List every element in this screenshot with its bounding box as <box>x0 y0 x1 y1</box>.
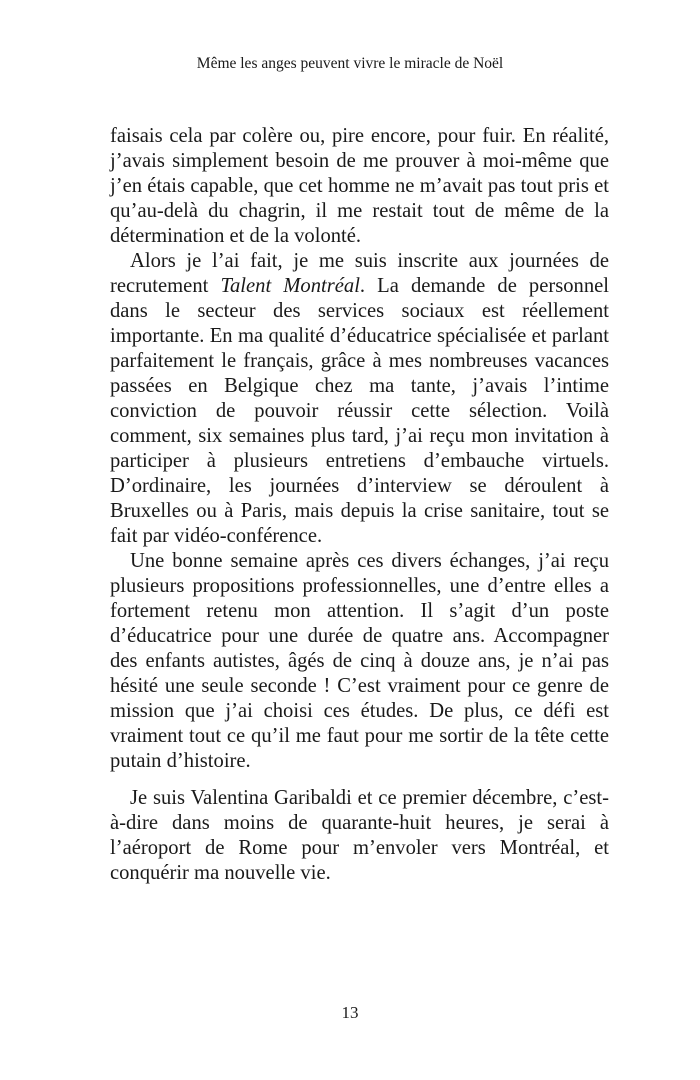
paragraph-recruitment <box>110 249 609 549</box>
paragraph-job-offer: Une bonne semaine après ces divers échanges, j’ai reçu plusieurs propositions professionnelles, une d’entre elles a fortement retenu mon attention. Il s’agit d’un poste d’éducatrice pour une durée de quatre ans. Accompagner des enfants autistes, âgés de cinq à douze ans, je n’ai pas hésité une seule seconde ! C’est vraiment pour ce genre de mission que j’ai choisi ces études. De plus, ce défi est vraiment tout ce qu’il me faut pour me sortir de la tête cette putain d’histoire. <box>110 550 609 772</box>
running-header: Même les anges peuvent vivre le miracle de Noël <box>196 55 504 72</box>
book-text-body <box>110 124 609 886</box>
paragraph-text-before-title: Alors je l’ai fait, je me suis inscrite aux journées de recrutement <box>110 250 609 297</box>
event-title-italic: Talent Montréal <box>220 275 360 297</box>
paragraph-continued: faisais cela par colère ou, pire encore, pour fuir. En réalité, j’avais simplement besoin de me prouver à moi-même que j’en étais capable, que cet homme ne m’avait pas tout pris et qu’au-delà du chagrin, il me restait tout de même de la détermination et de la volonté. <box>110 125 609 247</box>
page-number: 13 <box>341 1003 359 1022</box>
paragraph-text-after-title: . La demande de personnel dans le secteur des services sociaux est réellement importante. En ma qualité d’éducatrice spécialisée et parlant parfaitement le français, grâce à mes nombreuses vacances passées en Belgique chez ma tante, j’avais l’intime conviction de pouvoir réussir cette sélection. Voilà comment, six semaines plus tard, j’ai reçu mon invitation à participer à plusieurs entretiens d’embauche virtuels. D’ordinaire, les journées d’interview se déroulent à Bruxelles ou à Paris, mais depuis la crise sanitaire, tout se fait par vidéo-conférence. <box>110 275 609 547</box>
paragraph-departure: Je suis Valentina Garibaldi et ce premier décembre, c’est-à-dire dans moins de quarante-huit heures, je serai à l’aéroport de Rome pour m’envoler vers Montréal, et conquérir ma nouvelle vie. <box>110 787 609 884</box>
